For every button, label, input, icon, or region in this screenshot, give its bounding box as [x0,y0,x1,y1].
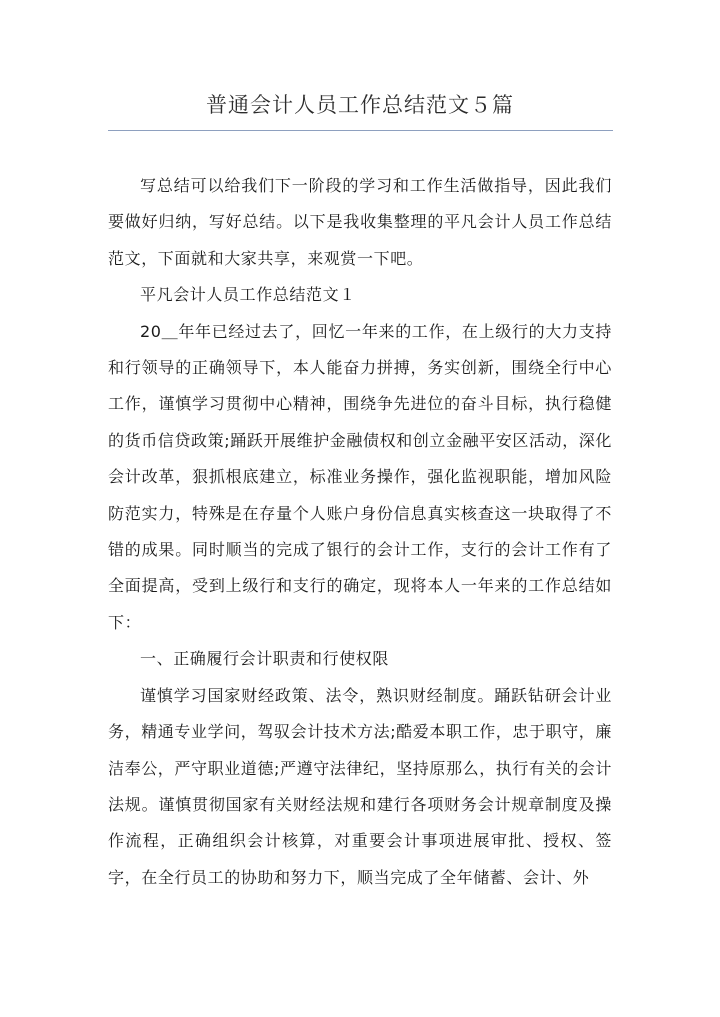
body-paragraph-1: 20＿年年已经过去了，回忆一年来的工作，在上级行的大力支持和行领导的正确领导下，本人能奋力拼搏，务实创新，围绕全行中心工作，谨慎学习贯彻中心精神，围绕争先进位的奋斗目标，执行稳健的货币信贷政策;踊跃开展维护金融债权和创立金融平安区活动，深化会计改革，狠抓根底建立，标准业务操作，强化监视职能，增加风险防范实力，特殊是在存量个人账户身份信息真实核查这一块取得了不错的成果。同时顺当的完成了银行的会计工作，支行的会计工作有了全面提高，受到上级行和支行的确定，现将本人一年来的工作总结如下： [108,321,612,632]
body-paragraph-2: 谨慎学习国家财经政策、法令，熟识财经制度。踊跃钻研会计业务，精通专业学问，驾驭会计技术方法;酷爱本职工作，忠于职守，廉洁奉公，严守职业道德;严遵守法律纪，坚持原那么，执行有关的会计法规。谨慎贯彻国家有关财经法规和建行各项财务会计规章制度及操作流程，正确组织会计核算，对重要会计事项进展审批、授权、签字，在全行员工的协助和努力下，顺当完成了全年储蓄、会计、外 [108,685,612,887]
document-title: 普通会计人员工作总结范文５篇 [206,93,514,117]
sample-heading: 平凡会计人员工作总结范文１ [140,285,356,305]
title-divider [108,130,613,131]
section-heading-1: 一、正确履行会计职责和行使权限 [140,649,390,669]
intro-paragraph: 写总结可以给我们下一阶段的学习和工作生活做指导，因此我们要做好归纳，写好总结。以下是我收集整理的平凡会计人员工作总结范文，下面就和大家共享，来观赏一下吧。 [108,176,612,268]
document-body [108,168,612,896]
